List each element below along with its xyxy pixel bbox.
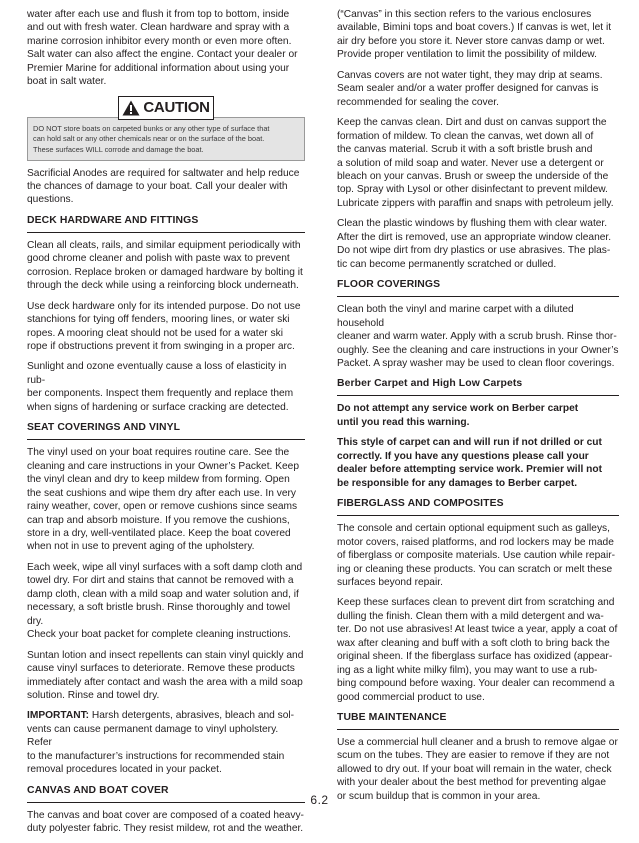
left-column — [27, 8, 305, 843]
fiberglass-paragraph-1: The console and certain optional equipment such as galleys, motor covers, raised platforms, and rod lockers may be made of fiberglass or composite materials. Use caution while repair- ing or cleaning these products. You can scratch or melt these surfaces beyond repair. — [337, 523, 616, 588]
important-text: Harsh detergents, abrasives, bleach and sol- vents can cause permanent damage to vinyl upholstery. Refer to the manufacturer’s instructions for recommended stain removal procedures located in your packet. — [27, 710, 295, 776]
anodes-paragraph: Sacrificial Anodes are required for saltwater and help reduce the chances of damage to your boat. Call your dealer with questions. — [27, 167, 300, 206]
important-paragraph — [27, 709, 305, 776]
caution-notice — [27, 96, 305, 161]
floor-paragraph-1: Clean both the vinyl and marine carpet with a diluted household cleaner and warm water. Apply with a scrub brush. Rinse thor- oughly. See the cleaning and care instructions in your Owner’s Packet. A spray washer may be used to clean floor coverings. — [337, 304, 619, 369]
floor-coverings-heading: FLOOR COVERINGS — [337, 278, 619, 297]
canvas-paragraph-3: Canvas covers are not water tight, they may drip at seams. Seam sealer and/or a water proffer designed for canvas is recommended for sealing the cover. — [337, 69, 603, 108]
deck-paragraph-1: Clean all cleats, rails, and similar equipment periodically with good chrome cleaner and polish with paste wax to prevent corrosion. Replace broken or damaged hardware by bolting it through the deck while using a reinforcing block underneath. — [27, 239, 303, 292]
seat-coverings-heading: SEAT COVERINGS AND VINYL — [27, 421, 305, 440]
seat-paragraph-2: Each week, wipe all vinyl surfaces with a soft damp cloth and towel dry. For dirt and stains that cannot be removed with a damp cloth, clean with a mild soap and water solution and, if necessary, a soft bristle brush. Rinse thoroughly and towel dry. Check your boat packet for complete cleaning instructions. — [27, 561, 303, 641]
deck-paragraph-3: Sunlight and ozone eventually cause a loss of elasticity in rub- ber components. Inspect them frequently and replace them when signs of hardening or surface cracking are detected. — [27, 361, 294, 413]
caution-badge — [118, 96, 214, 120]
fiberglass-heading: FIBERGLASS AND COMPOSITES — [337, 497, 619, 516]
important-label: IMPORTANT: — [27, 710, 90, 722]
deck-hardware-heading: DECK HARDWARE AND FITTINGS — [27, 214, 305, 233]
page-number: 6.2 — [310, 793, 329, 807]
salt-water-paragraph: water after each use and flush it from top to bottom, inside and out with fresh water. Clean hardware and spray with a marine corrosion inhibitor every month or even more often. Salt water can also affect the engine. Contact your dealer or Premier Marine for additional information about using your boat in salt water. — [27, 9, 298, 88]
canvas-paragraph-5: Clean the plastic windows by flushing them with clear water. After the dirt is removed, use an appropriate window cleaner. Do not wipe dirt from dry plastics or use abrasives. The plas- tic can become permanently scratched or dulled. — [337, 218, 612, 270]
seat-paragraph-3: Suntan lotion and insect repellents can stain vinyl quickly and cause vinyl surfaces to deteriorate. Remove these products immediately after contact and wash the area with a mild soap solution. Rinse and towel dry. — [27, 649, 304, 701]
fiberglass-paragraph-2: Keep these surfaces clean to prevent dirt from scratching and dulling the finish. Clean them with a mild detergent and wa- ter. Do not use abrasives! At least twice a year, apply a coat of wax after cleaning and buff with a soft cloth to bring back the original sheen. If the fiberglass surface has oxidized (appear- ing as a light white milky film), you may want to use a rub- bing compound before waxing. Your dealer can recommend a good commercial product to use. — [337, 597, 618, 703]
berber-carpet-heading: Berber Carpet and High Low Carpets — [337, 377, 619, 396]
canvas-paragraph-2: (“Canvas” in this section refers to the various enclosures available, Bimini tops and boat covers.) If canvas is wet, let it air dry before you store it. Never store canvas damp or wet. Provide proper ventilation to limit the possibility of mildew. — [337, 9, 612, 61]
tube-maintenance-heading: TUBE MAINTENANCE — [337, 711, 619, 730]
berber-warning-2: This style of carpet can and will run if not drilled or cut correctly. If you have any questions please call your dealer before attempting service work. Premier will not be responsible for any damages to Berber carpet. — [337, 437, 602, 489]
canvas-heading: CANVAS AND BOAT COVER — [27, 784, 305, 803]
canvas-paragraph-4: Keep the canvas clean. Dirt and dust on canvas support the formation of mildew. To clean the canvas, wet down all of the canvas material. Scrub it with a soft bristle brush and a solution of mild soap and water. Never use a detergent or bleach on your canvas. Brush or sweep the underside of the top. Spray with Lysol or other disinfectant to prevent mildew. Lubricate zippers with paraffin and snaps with petroleum jelly. — [337, 117, 614, 209]
deck-paragraph-2: Use deck hardware only for its intended purpose. Do not use stanchions for tying off fenders, mooring lines, or water ski ropes. A mooring cleat should not be used for a water ski rope if obstructions prevent it from swinging in a proper arc. — [27, 300, 301, 353]
berber-warning-1: Do not attempt any service work on Berber carpet until you read this warning. — [337, 403, 579, 428]
caution-label: CAUTION — [143, 99, 210, 117]
caution-text: DO NOT store boats on carpeted bunks or any other type of surface that can hold salt or any other chemicals near or on the surface of the boat. These surfaces WILL corrode and damage the boat. — [27, 117, 305, 161]
tube-paragraph-1: Use a commercial hull cleaner and a brush to remove algae or scum on the tubes. They are easier to remove if they are not allowed to dry out. If your boat will remain in the water, check with your dealer about the best method for preventing algae or scum buildup that is common in your area. — [337, 737, 618, 802]
seat-paragraph-1: The vinyl used on your boat requires routine care. See the cleaning and care instructions in your Owner’s Packet. Keep the vinyl clean and dry to keep mildew from forming. Open the seat cushions and wipe them dry after each use. In very rainy weather, cover, open or remove cushions since seams can trap and absorb moisture. If you remove the cushions, store in a dry, well-ventilated place. Keep the boat covered when not in use to prevent aging of the upholstery. — [27, 447, 300, 553]
right-column — [337, 8, 619, 810]
warning-triangle-icon — [122, 100, 140, 116]
canvas-paragraph-1: The canvas and boat cover are composed of a coated heavy- duty polyester fabric. They resist mildew, rot and the weather. — [27, 809, 304, 835]
